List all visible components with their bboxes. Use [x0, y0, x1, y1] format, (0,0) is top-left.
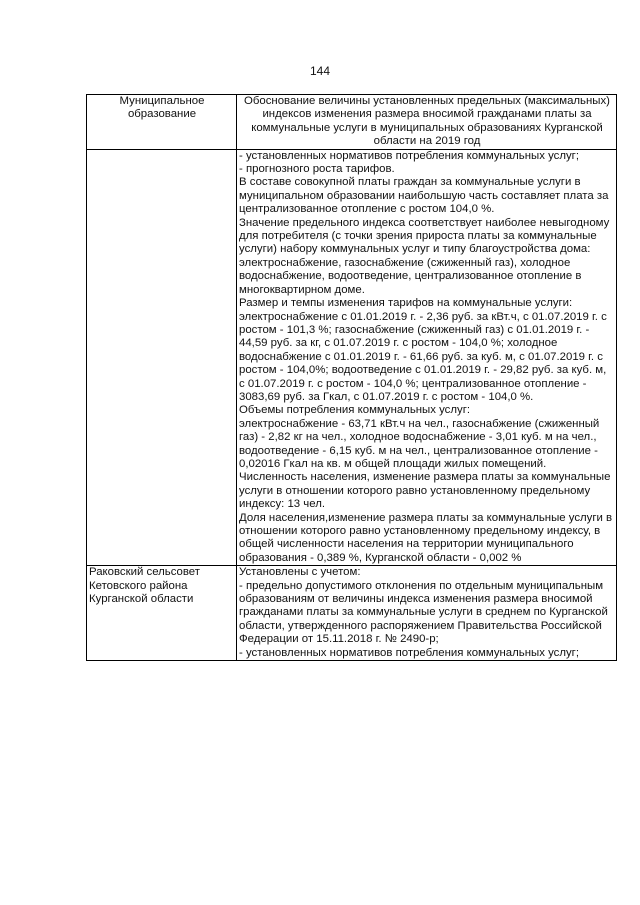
text-line: Значение предельного индекса соответствует наиболее невыгодному для потребителя (с точки зрения прироста платы за коммунальные услуги) набору коммунальных услуг и типу благоустройства дома:	[239, 216, 610, 256]
text-line: Установлены с учетом:	[239, 566, 361, 579]
table-row	[87, 149, 617, 566]
municipality-cell	[87, 149, 237, 566]
table-row	[87, 566, 617, 661]
header-municipality: Муниципальное образование	[87, 95, 237, 150]
text-line: В составе совокупной платы граждан за коммунальные услуги в муниципальном образовании наибольшую часть составляет плата за централизованное отопление с ростом 104,0 %.	[239, 176, 609, 216]
justification-cell	[237, 149, 617, 566]
text-line: Численность населения, изменение размера платы за коммунальные услуги в отношении которого равно установленному предельному индексу: 13 чел.	[239, 471, 611, 511]
text-line: Доля населения,изменение размера платы за коммунальные услуги в отношении которого равно установленному предельному индексу, в общей численности населения на территории муниципального образования - 0,389 %, Курганской области - 0,002 %	[239, 511, 613, 564]
justification-cell	[237, 566, 617, 661]
text-line: электроснабжение, газоснабжение (сжиженный газ), холодное водоснабжение, водоотведение, централизованное отопление в многоквартирном доме.	[239, 256, 582, 296]
text-line: - установленных нормативов потребления коммунальных услуг;	[239, 149, 579, 162]
municipality-cell: Раковский сельсовет Кетовского района Курганской области	[87, 566, 237, 661]
justification-table	[86, 94, 617, 661]
page-number: 144	[309, 64, 331, 78]
header-justification: Обоснование величины установленных предельных (максимальных) индексов изменения размера вносимой гражданами платы за коммунальные услуги в муниципальных образованиях Курганской области на 2019 год	[237, 95, 617, 150]
text-line: электроснабжение - 63,71 кВт.ч на чел., газоснабжение (сжиженный газ) - 2,82 кг на чел., холодное водоснабжение - 3,01 куб. м на чел., водоотведение - 6,15 куб. м на чел., централизованное отопление - 0,02016 Гкал на кв. м общей площади жилых помещений.	[239, 417, 600, 470]
text-line: Размер и темпы изменения тарифов на коммунальные услуги:	[239, 297, 573, 310]
table-header-row	[87, 95, 617, 150]
text-line: - установленных нормативов потребления коммунальных услуг;	[239, 646, 579, 659]
text-line: электроснабжение с 01.01.2019 г. - 2,36 руб. за кВт.ч, с 01.07.2019 г. с ростом - 101,3 %; газоснабжение (сжиженный газ) с 01.01.2019 г. - 44,59 руб. за кг, с 01.07.2019 г. с ростом - 104,0 %; холодное водоснабжение с 01.01.2019 г. - 61,66 руб. за куб. м, с 01.07.2019 г. с ростом - 104,0%; водоотведение с 01.01.2019 г. - 29,82 руб. за куб. м, с 01.07.2019 г. с ростом - 104,0 %; централизованное отопление - 3083,69 руб. за Гкал, с 01.07.2019 г. с ростом - 104,0 %.	[239, 310, 607, 403]
text-line: Объемы потребления коммунальных услуг:	[239, 404, 471, 417]
text-line: - предельно допустимого отклонения по отдельным муниципальным образованиям от величины индекса изменения размера вносимой гражданами платы за коммунальные услуги в среднем по Курганской области, утвержденного распоряжением Правительства Российской Федерации от 15.11.2018 г. № 2490-р;	[239, 579, 608, 646]
text-line: - прогнозного роста тарифов.	[239, 163, 395, 176]
